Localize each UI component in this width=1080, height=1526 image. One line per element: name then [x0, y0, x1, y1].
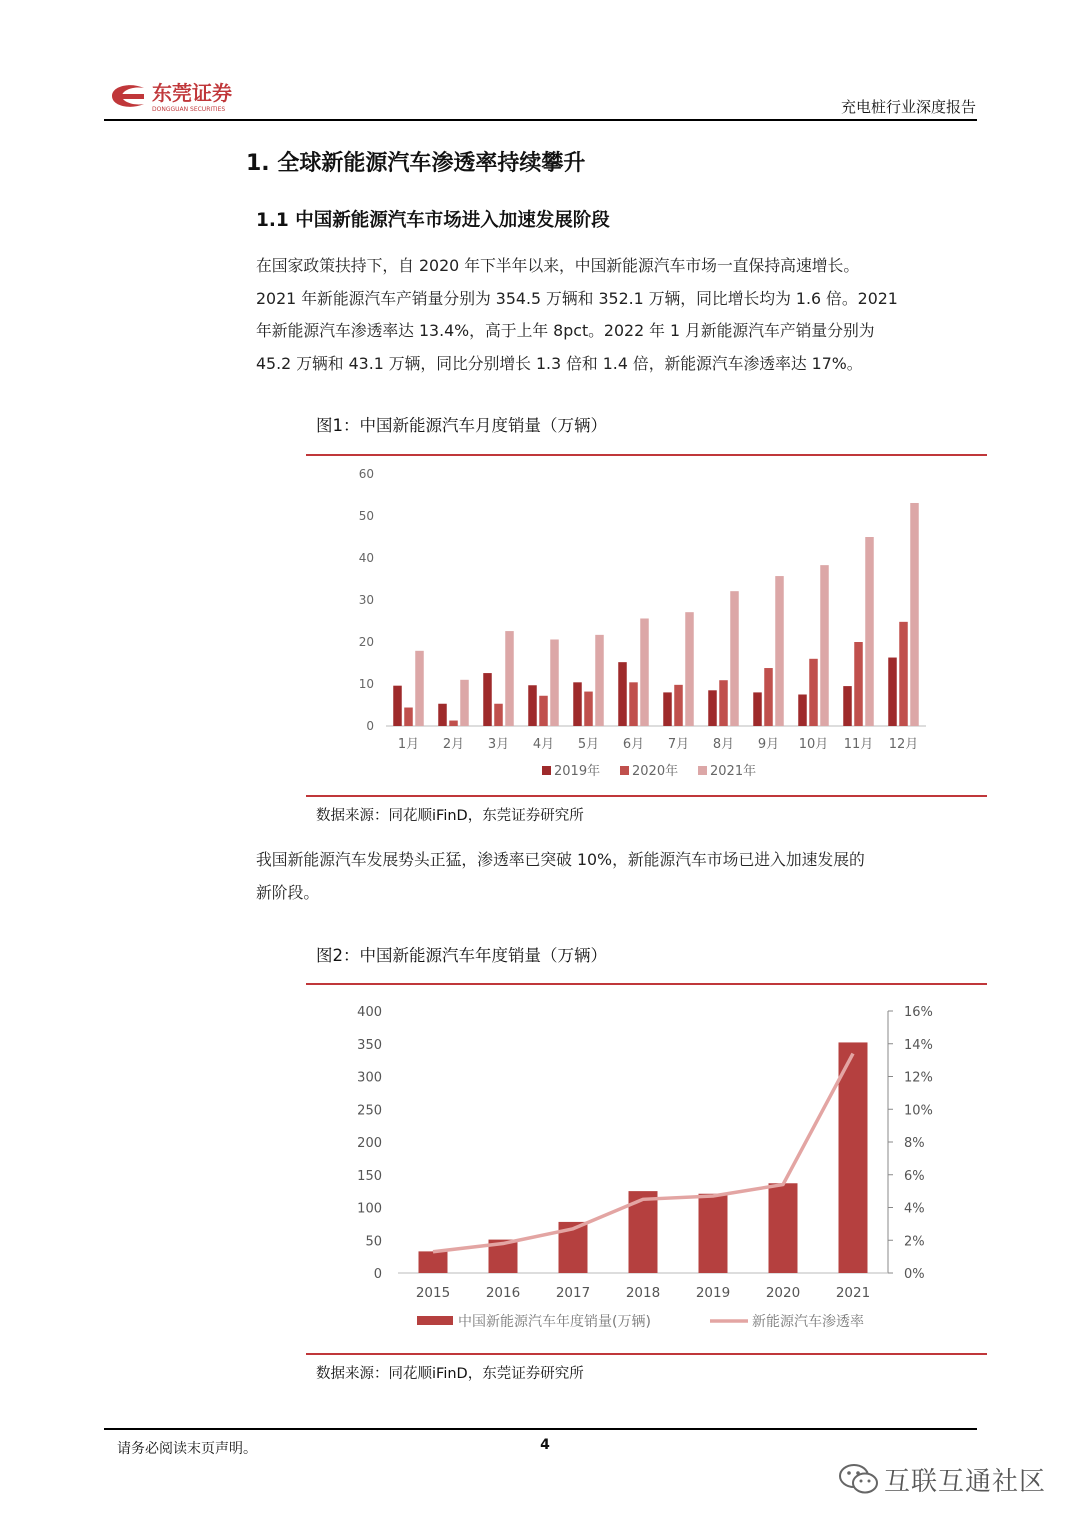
x-tick-label: 2020	[765, 1285, 801, 1301]
y-tick-label: 10	[358, 677, 374, 691]
y-right-tick-label: 14%	[904, 1037, 933, 1053]
section-heading: 1. 全球新能源汽车渗透率持续攀升	[246, 151, 586, 176]
y-left-tick-label: 400	[357, 1005, 382, 1020]
bar-2019年	[708, 690, 717, 726]
footer-disclaimer: 请务必阅读末页声明。	[117, 1441, 257, 1457]
y-tick-label: 0	[366, 719, 374, 733]
bar-2021年	[505, 631, 514, 726]
figure-2-source: 数据来源：同花顺iFinD，东莞证券研究所	[316, 1366, 584, 1382]
annual-sales-bar	[419, 1251, 448, 1273]
body-paragraph-1	[256, 250, 978, 380]
bar-2020年	[584, 692, 593, 726]
y-right-tick-label: 2%	[904, 1234, 925, 1250]
bar-2021年	[730, 591, 739, 726]
bar-2021年	[595, 635, 604, 726]
paragraph-line: 在国家政策扶持下，自 2020 年下半年以来，中国新能源汽车市场一直保持高速增长。	[256, 256, 860, 275]
x-tick-label: 11月	[843, 737, 874, 752]
y-left-tick-label: 300	[357, 1070, 382, 1086]
legend-bar-swatch	[417, 1316, 453, 1325]
bar-2020年	[539, 696, 548, 726]
bar-2021年	[460, 680, 469, 726]
bar-2019年	[528, 685, 537, 726]
y-right-tick-label: 6%	[904, 1168, 925, 1184]
y-left-tick-label: 350	[357, 1037, 382, 1053]
legend-bar-label: 中国新能源汽车年度销量(万辆)	[458, 1314, 651, 1330]
watermark-text: 互联互通社区	[884, 1467, 1047, 1497]
bar-2020年	[719, 680, 728, 726]
header-divider	[104, 119, 977, 121]
wechat-icon	[838, 1462, 880, 1496]
x-tick-label: 10月	[798, 737, 829, 752]
x-tick-label: 1月	[397, 737, 420, 752]
bar-2019年	[753, 692, 762, 726]
bar-2021年	[550, 639, 559, 726]
bar-2021年	[820, 565, 829, 726]
x-tick-label: 5月	[577, 737, 600, 752]
x-tick-label: 3月	[487, 737, 510, 752]
y-right-tick-label: 16%	[904, 1005, 933, 1020]
bar-2021年	[775, 576, 784, 726]
bar-2019年	[888, 658, 897, 726]
paragraph-line: 2021 年新能源汽车产销量分别为 354.5 万辆和 352.1 万辆，同比增长均为 1.6 倍。2021	[256, 288, 898, 308]
x-tick-label: 6月	[622, 737, 645, 752]
bar-2019年	[438, 704, 447, 726]
annual-sales-bar	[699, 1194, 728, 1273]
y-left-tick-label: 0	[373, 1267, 382, 1282]
bar-2021年	[865, 537, 874, 726]
paragraph-line: 45.2 万辆和 43.1 万辆，同比分别增长 1.3 倍和 1.4 倍，新能源汽车渗透率达 17%。	[256, 353, 863, 373]
x-tick-label: 2015	[415, 1285, 451, 1301]
paragraph-line: 新阶段。	[256, 882, 320, 902]
y-right-tick-label: 8%	[904, 1136, 925, 1151]
bar-2020年	[629, 682, 638, 726]
y-tick-label: 50	[358, 509, 374, 523]
logo-subtext: DONGGUAN SECURITIES	[152, 106, 226, 113]
y-right-tick-label: 10%	[904, 1103, 933, 1119]
y-tick-label: 40	[358, 551, 374, 565]
figure-2-title: 图2：中国新能源汽车年度销量（万辆）	[316, 946, 607, 965]
figure-1-title: 图1：中国新能源汽车月度销量（万辆）	[316, 416, 607, 435]
y-left-tick-label: 50	[365, 1234, 382, 1250]
figure-2-bottom-rule	[306, 1353, 987, 1355]
body-paragraph-2	[256, 844, 978, 909]
y-right-tick-label: 0%	[904, 1267, 925, 1282]
subsection-heading: 1.1 中国新能源汽车市场进入加速发展阶段	[256, 210, 610, 231]
bar-2019年	[798, 695, 807, 727]
bar-2020年	[404, 708, 413, 726]
x-tick-label: 2017	[555, 1285, 591, 1301]
x-tick-label: 4月	[532, 737, 555, 752]
y-left-tick-label: 100	[357, 1201, 382, 1217]
annual-sales-bar	[839, 1042, 868, 1273]
bar-2020年	[494, 704, 503, 726]
bar-2021年	[685, 612, 694, 726]
legend-line-label: 新能源汽车渗透率	[752, 1314, 864, 1330]
bar-2019年	[573, 682, 582, 726]
y-left-tick-label: 200	[357, 1136, 382, 1151]
bar-2019年	[663, 692, 672, 726]
logo-text: 东莞证券	[152, 81, 232, 105]
x-tick-label: 2018	[625, 1285, 661, 1301]
x-tick-label: 12月	[888, 737, 919, 752]
bar-2020年	[809, 659, 818, 726]
bar-2019年	[393, 686, 402, 726]
y-right-tick-label: 4%	[904, 1201, 925, 1217]
y-tick-label: 20	[358, 635, 374, 649]
figure-1-source: 数据来源：同花顺iFinD，东莞证券研究所	[316, 808, 584, 824]
bar-2020年	[674, 685, 683, 726]
bar-2021年	[415, 651, 424, 726]
legend-swatch	[542, 766, 551, 775]
x-tick-label: 8月	[712, 737, 735, 752]
report-type: 充电桩行业深度报告	[840, 98, 976, 116]
bar-2019年	[483, 673, 492, 726]
x-tick-label: 2021	[835, 1285, 871, 1301]
legend-label: 2021年	[710, 764, 757, 779]
legend-swatch	[698, 766, 707, 775]
bar-2020年	[764, 668, 773, 726]
x-tick-label: 9月	[757, 737, 780, 752]
y-right-tick-label: 12%	[904, 1070, 933, 1086]
y-tick-label: 30	[358, 593, 374, 607]
paragraph-line: 年新能源汽车渗透率达 13.4%，高于上年 8pct。2022 年 1 月新能源汽车产销量分别为	[256, 321, 875, 340]
legend-label: 2019年	[554, 764, 601, 779]
annual-sales-bar	[769, 1183, 798, 1273]
bar-2019年	[843, 686, 852, 726]
bar-2021年	[640, 618, 649, 726]
y-left-tick-label: 150	[357, 1168, 382, 1184]
figure-1-bottom-rule	[306, 795, 987, 797]
bar-2021年	[910, 503, 919, 726]
legend-swatch	[620, 766, 629, 775]
monthly-sales-chart	[306, 456, 987, 794]
bar-2020年	[449, 721, 458, 726]
bar-2020年	[899, 622, 908, 726]
x-tick-label: 2016	[485, 1285, 521, 1301]
x-tick-label: 7月	[667, 737, 690, 752]
annual-sales-chart	[306, 985, 987, 1352]
company-logo	[108, 78, 308, 114]
x-tick-label: 2月	[442, 737, 465, 752]
bar-2019年	[618, 662, 627, 726]
page-number: 4	[540, 1437, 550, 1453]
y-tick-label: 60	[358, 467, 374, 481]
footer-divider	[104, 1428, 977, 1430]
paragraph-line: 我国新能源汽车发展势头正猛，渗透率已突破 10%，新能源汽车市场已进入加速发展的	[256, 850, 865, 869]
x-tick-label: 2019	[695, 1285, 731, 1301]
legend-label: 2020年	[632, 764, 679, 779]
bar-2020年	[854, 642, 863, 726]
y-left-tick-label: 250	[357, 1103, 382, 1119]
